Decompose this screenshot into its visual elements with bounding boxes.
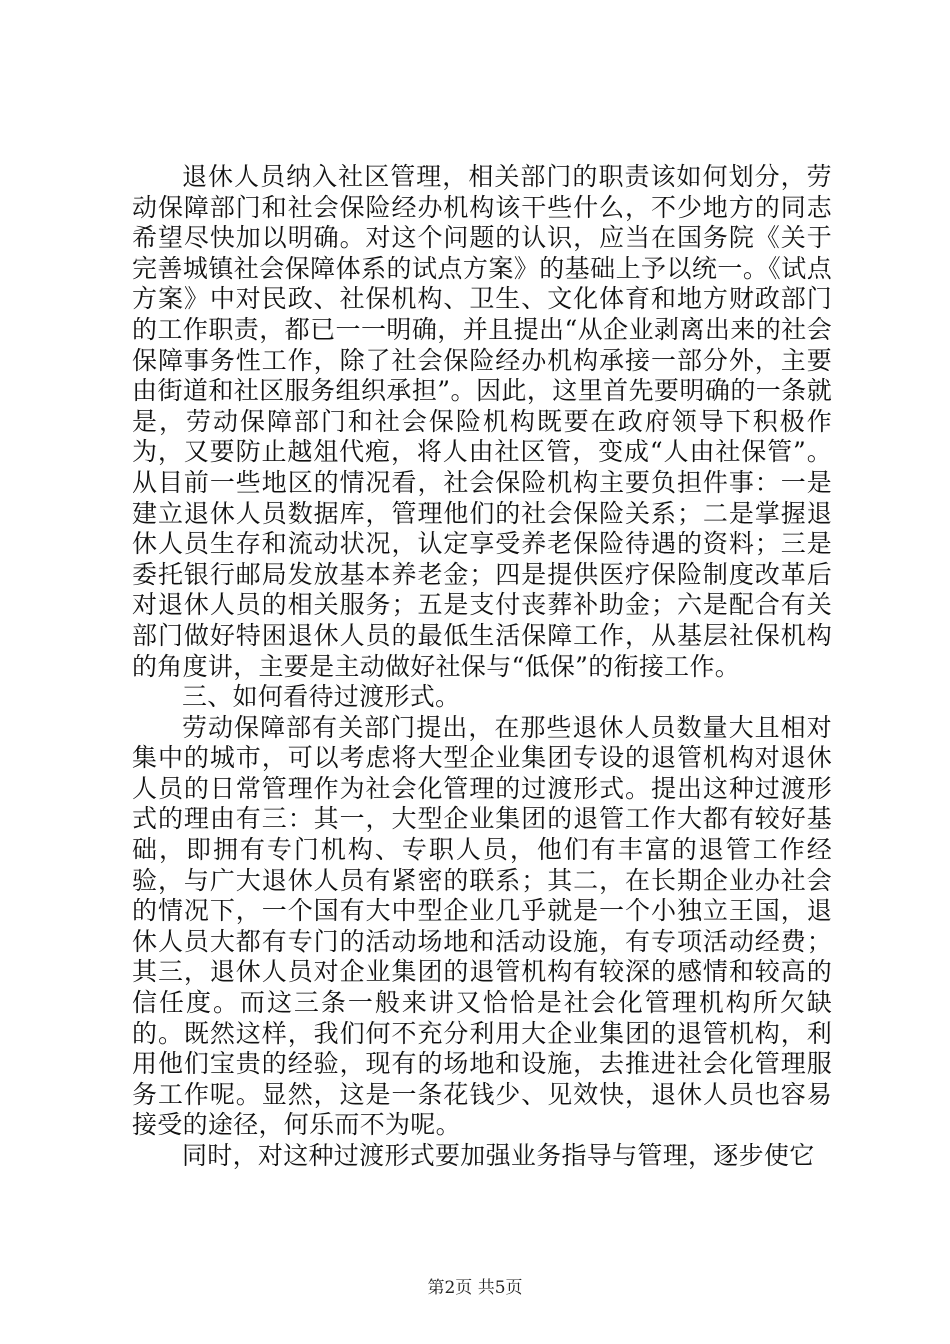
document-body [132,162,832,1172]
page-number-footer: 第2页 共5页 [427,1278,523,1298]
section-heading: 三、如何看待过渡形式。 [182,682,461,712]
paragraph-2: 劳动保障部有关部门提出，在那些退休人员数量大且相对集中的城市，可以考虑将大型企业集团专设的退管机构对退休人员的日常管理作为社会化管理的过渡形式。提出这种过渡形式的理由有三：其一，大型企业集团的退管工作大都有较好基础，即拥有专门机构、专职人员，他们有丰富的退管工作经验，与广大退休人员有紧密的联系；其二，在长期企业办社会的情况下，一个国有大中型企业几乎就是一个小独立王国，退休人员大都有专门的活动场地和活动设施，有专项活动经费；其三，退休人员对企业集团的退管机构有较深的感情和较高的信任度。而这三条一般来讲又恰恰是社会化管理机构所欠缺的。既然这样，我们何不充分利用大企业集团的退管机构，利用他们宝贵的经验，现有的场地和设施，去推进社会化管理服务工作呢。显然，这是一条花钱少、见效快，退休人员也容易接受的途径，何乐而不为呢。 [132,712,832,1140]
paragraph-3: 同时，对这种过渡形式要加强业务指导与管理，逐步使它 [182,1141,815,1170]
paragraph-1: 退休人员纳入社区管理，相关部门的职责该如何划分，劳动保障部门和社会保险经办机构该干些什么，不少地方的同志希望尽快加以明确。对这个问题的认识，应当在国务院《关于完善城镇社会保障体系的试点方案》的基础上予以统一。《试点方案》中对民政、社保机构、卫生、文化体育和地方财政部门的工作职责，都已一一明确，并且提出“从企业剥离出来的社会保障事务性工作，除了社会保险经办机构承接一部分外，主要由街道和社区服务组织承担”。因此，这里首先要明确的一条就是，劳动保障部门和社会保险机构既要在政府领导下积极作为，又要防止越俎代疱，将人由社区管，变成“人由社保管”。从目前一些地区的情况看，社会保险机构主要负担件事：一是建立退休人员数据库，管理他们的社会保险关系；二是掌握退休人员生存和流动状况，认定享受养老保险待遇的资料；三是委托银行邮局发放基本养老金；四是提供医疗保险制度改革后对退休人员的相关服务；五是支付丧葬补助金；六是配合有关部门做好特困退休人员的最低生活保障工作，从基层社保机构的角度讲，主要是主动做好社保与“低保”的衔接工作。 [132,162,832,681]
